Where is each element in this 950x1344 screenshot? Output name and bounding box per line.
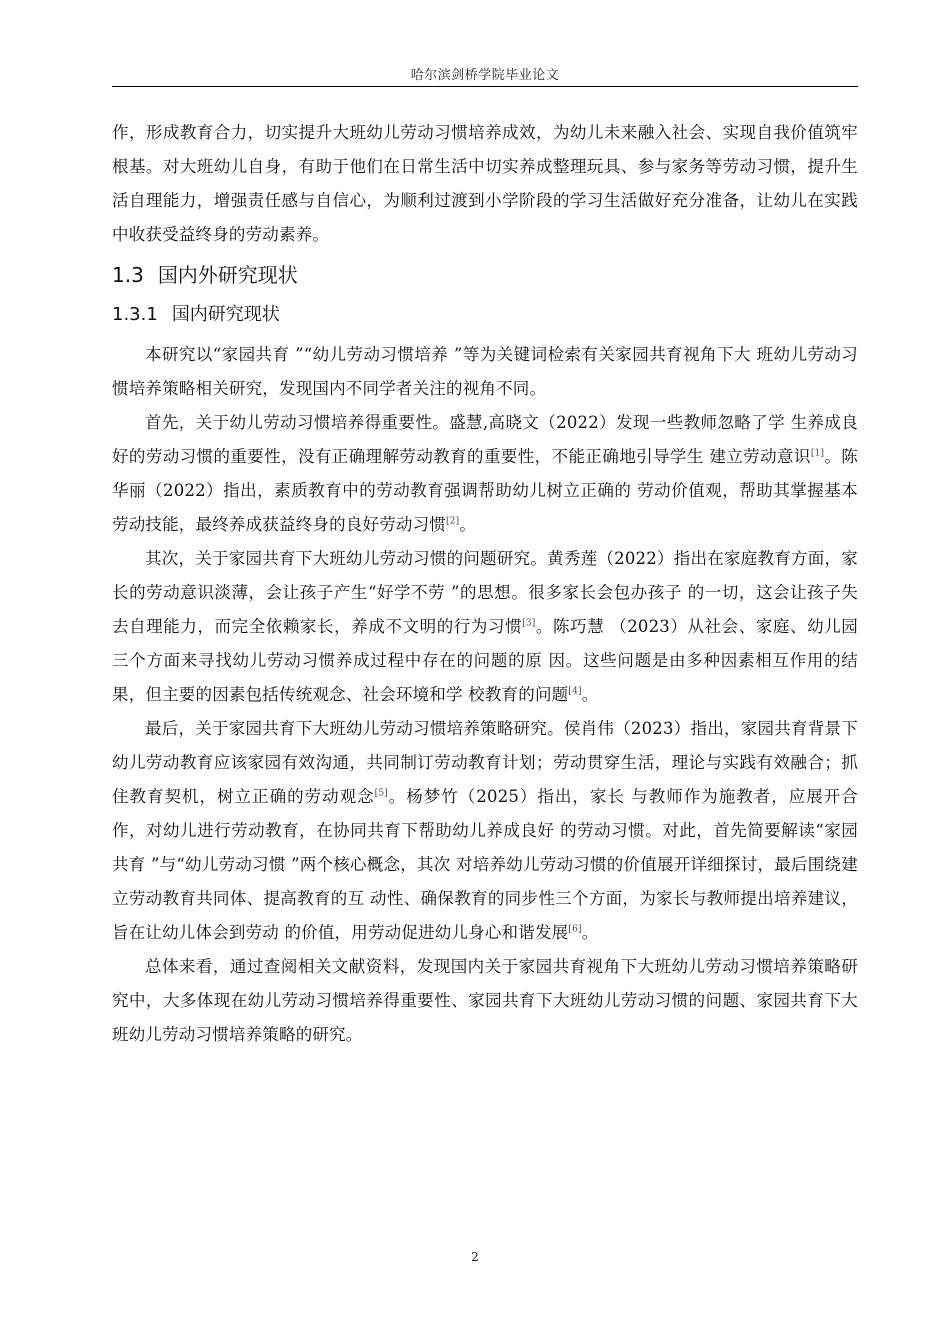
paragraph-text: 其次，关于家园共育下大班幼儿劳动习惯的问题研究。黄秀莲（2022）指出在家庭教育方面，家长的劳动意识淡薄，会让孩子产生“好学不劳 ”的思想。很多家长会包办孩子 的一切，这会让孩子失去自理能力，而完全依赖家长，养成不文明的行为习惯: [112, 549, 858, 636]
paragraph-text: 。陈巧慧 （2023）从社会、家庭、幼儿园三个方面来寻找幼儿劳动习惯养成过程中存在的问题的原 因。这些问题是由多种因素相互作用的结果，但主要的因素包括传统观念、社会环境和学 校教育的问题: [112, 617, 858, 704]
citation-ref-4[interactable]: [4]: [568, 686, 582, 697]
paragraph-scope: 本研究以“家园共育 ”“幼儿劳动习惯培养 ”等为关键词检索有关家园共育视角下大 班幼儿劳动习惯培养策略相关研究，发现国内不同学者关注的视角不同。: [112, 345, 858, 398]
paragraph-importance: [112, 406, 858, 542]
paragraph-text: 最后，关于家园共育下大班幼儿劳动习惯培养策略研究。侯肖伟（2023）指出，家园共育背景下幼儿劳动教育应该家园有效沟通，共同制订劳动教育计划；劳动贯穿生活，理论与实践有效融合；抓住教育契机，树立正确的劳动观念: [112, 719, 858, 806]
subsection-title: 国内研究现状: [171, 304, 280, 325]
paragraph-strategies: [112, 712, 858, 950]
paragraph-text: 。陈华丽（2022）指出，素质教育中的劳动教育强调帮助幼儿树立正确的 劳动价值观，帮助其掌握基本劳动技能，最终养成获益终身的良好劳动习惯: [112, 447, 858, 534]
paragraph-problems: [112, 542, 858, 712]
citation-ref-5[interactable]: [5]: [374, 788, 388, 799]
running-header: 哈尔滨剑桥学院毕业论文: [410, 68, 560, 83]
header-rule: [112, 86, 858, 87]
paragraph-text: 。: [581, 923, 599, 942]
citation-ref-3[interactable]: [3]: [522, 618, 536, 629]
subsection-number: 1.3.1: [112, 304, 158, 325]
citation-ref-6[interactable]: [6]: [568, 924, 582, 935]
page-number: 2: [471, 1250, 479, 1264]
body-text: [112, 116, 858, 1052]
paragraph-text: 。: [459, 515, 477, 534]
section-title: 国内外研究现状: [157, 263, 298, 287]
paragraph-text: 首先，关于幼儿劳动习惯培养得重要性。盛慧,高晓文（2022）发现一些教师忽略了学 生养成良好的劳动习惯的重要性，没有正确理解劳动教育的重要性，不能正确地引导学生 建立劳动意识: [112, 413, 858, 466]
citation-ref-1[interactable]: [1]: [810, 448, 825, 459]
intro-paragraph: 作，形成教育合力，切实提升大班幼儿劳动习惯培养成效，为幼儿未来融入社会、实现自我价值筑牢根基。对大班幼儿自身，有助于他们在日常生活中切实养成整理玩具、参与家务等劳动习惯，提升生活自理能力，增强责任感与自信心，为顺利过渡到小学阶段的学习生活做好充分准备，让幼儿在实践中收获受益终身的劳动素养。: [112, 123, 858, 244]
paragraph-summary: 总体来看，通过查阅相关文献资料，发现国内关于家园共育视角下大班幼儿劳动习惯培养策略研究中，大多体现在幼儿劳动习惯培养得重要性、家园共育下大班幼儿劳动习惯的问题、家园共育下大班幼儿劳动习惯培养策略的研究。: [112, 957, 858, 1044]
subsection-heading: [112, 298, 858, 332]
section-number: 1.3: [112, 263, 144, 287]
paragraph-text: 。: [581, 685, 599, 704]
section-heading: [112, 258, 858, 292]
paragraph-text: 。杨梦竹（2025）指出，家长 与教师作为施教者，应展开合作，对幼儿进行劳动教育，在协同共育下帮助幼儿养成良好 的劳动习惯。对此，首先简要解读“家园共育 ”与“幼儿劳动习惯 ”两个核心概念，其次 对培养幼儿劳动习惯的价值展开详细探讨，最后围绕建立劳动教育共同体、提高教育的互 动性、确保教育的同步性三个方面，为家长与教师提出培养建议，旨在让幼儿体会到劳动 的价值，用劳动促进幼儿身心和谐发展: [112, 787, 858, 942]
citation-ref-2[interactable]: [2]: [446, 516, 460, 527]
